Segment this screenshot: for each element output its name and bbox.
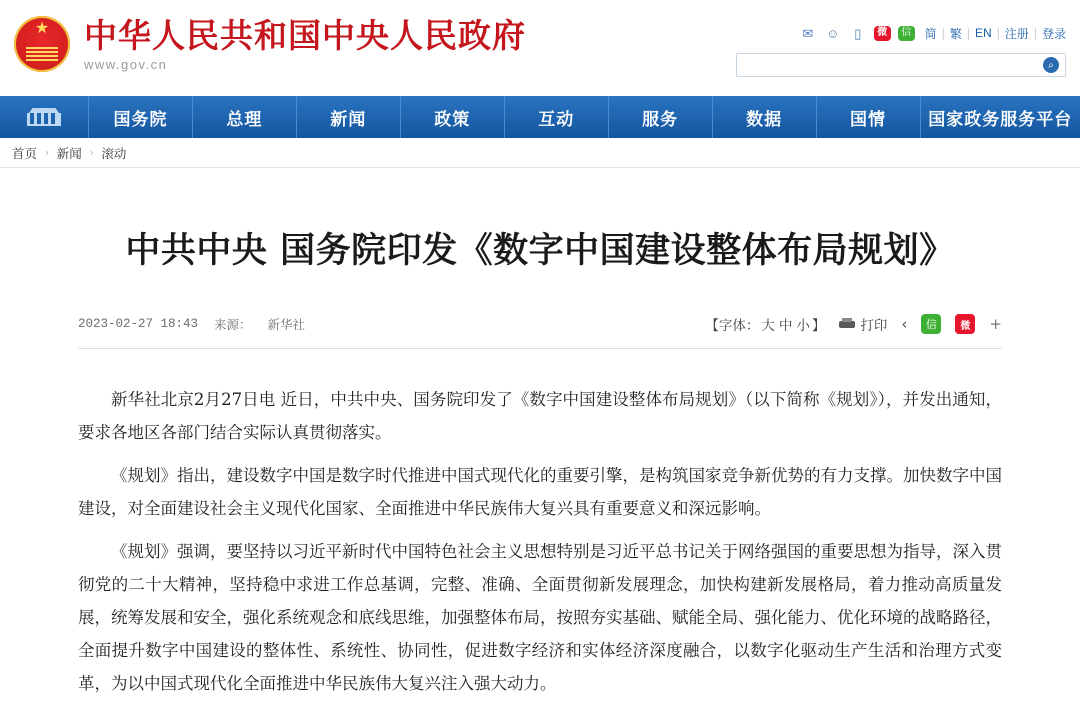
font-size-medium[interactable]: 中 [778,318,793,334]
font-size-large[interactable]: 大 [761,318,775,334]
article-meta [78,314,1002,349]
topbar-links [925,25,1066,42]
register-link[interactable]: 注册 [1004,26,1029,41]
source-name: 新华社 [267,317,306,332]
share-icon[interactable]: ‹ [901,315,908,333]
lang-simplified-link[interactable]: 简 [924,26,937,41]
printer-icon [839,318,855,331]
topbar-icons [736,22,1066,44]
nav-item-hudong[interactable]: 互动 [505,96,609,138]
search-input[interactable] [743,57,1043,73]
font-size-label-end: 】 [811,318,826,334]
national-emblem-icon [14,16,70,72]
breadcrumb-item-news[interactable]: 新闻 [56,146,82,161]
site-url: www.gov.cn [84,56,168,72]
print-label: 打印 [860,318,888,334]
more-share-icon[interactable]: + [989,315,1002,333]
article [0,226,1080,700]
article-paragraph: 《规划》指出，建设数字中国是数字时代推进中国式现代化的重要引擎，是构筑国家竞争新优势的有力支撑。加快数字中国建设，对全面建设社会主义现代化国家、全面推进中华民族伟大复兴具有重要意义和深远影响。 [78,466,1002,518]
mail-icon[interactable]: ✉ [802,25,814,41]
article-meta-right [705,314,1002,334]
wechat-share-icon[interactable]: 信 [921,314,941,334]
article-meta-left [78,315,305,333]
gate-icon [27,106,61,128]
publish-date: 2023-02-27 18:43 [78,317,199,331]
login-link[interactable]: 登录 [1041,26,1066,41]
header-right [736,22,1066,77]
separator-2: | [966,26,971,40]
brand-text [84,17,526,72]
weibo-icon[interactable]: 微 [874,26,891,41]
weibo-share-icon[interactable]: 微 [955,314,975,334]
separator-1: | [941,26,945,40]
article-paragraph: 《规划》强调，要坚持以习近平新时代中国特色社会主义思想特别是习近平总书记关于网络强国的重要思想为指导，深入贯彻党的二十大精神，坚持稳中求进工作总基调，完整、准确、全面贯彻新发展理念，加快构建新发展格局，着力推动高质量发展，统筹发展和安全，强化系统观念和底线思维，加强整体布局，按照夯实基础、赋能全局、强化能力、优化环境的战略路径，全面提升数字中国建设的整体性、系统性、协同性，促进数字经济和实体经济深度融合，以数字化驱动生产生活和治理方式变革，为以中国式现代化全面推进中华民族伟大复兴注入强大动力。 [78,542,1002,693]
search-box[interactable] [736,53,1066,77]
lang-english-link[interactable]: EN [975,26,992,40]
nav-item-xinwen[interactable]: 新闻 [297,96,401,138]
nav-item-zongli[interactable]: 总理 [193,96,297,138]
page-title: 中共中央 国务院印发《数字中国建设整体布局规划》 [125,231,955,271]
breadcrumb-item-home[interactable]: 首页 [12,146,38,161]
nav-item-guowuyuan[interactable]: 国务院 [89,96,193,138]
font-size-label: 【字体： [705,318,760,334]
nav-item-zhengce[interactable]: 政策 [401,96,505,138]
breadcrumb-arrow-1: › [45,146,49,159]
font-size-control [705,314,825,334]
breadcrumb-item-rolling[interactable]: 滚动 [101,146,127,161]
site-brand[interactable] [14,0,526,72]
main-nav [0,96,1080,138]
breadcrumb-arrow-2: › [89,146,94,159]
wechat-icon[interactable]: 信 [898,26,915,41]
article-paragraph: 新华社北京2月27日电 近日，中共中央、国务院印发了《数字中国建设整体布局规划》（以下简称《规划》），并发出通知，要求各地区各部门结合实际认真贯彻落实。 [78,390,1002,442]
breadcrumb [0,138,1080,168]
nav-item-fuwu[interactable]: 服务 [609,96,713,138]
article-body [78,383,1002,700]
nav-item-guoqing[interactable]: 国情 [817,96,921,138]
circle-icon[interactable]: ☺ [826,25,840,41]
separator-3: | [996,26,1000,40]
source-label: 来源： [214,317,252,332]
font-size-small[interactable]: 小 [796,318,810,334]
mobile-icon[interactable]: ▯ [854,25,862,41]
separator-4: | [1033,26,1037,40]
search-icon[interactable]: ⌕ [1043,57,1059,73]
lang-traditional-link[interactable]: 繁 [949,26,962,41]
site-header [0,0,1080,96]
nav-item-shuju[interactable]: 数据 [713,96,817,138]
site-name: 中华人民共和国中央人民政府 [84,15,526,55]
nav-home-icon[interactable] [0,96,89,138]
print-button[interactable] [839,314,887,334]
nav-item-government-service-platform[interactable]: 国家政务服务平台 [928,109,1073,130]
